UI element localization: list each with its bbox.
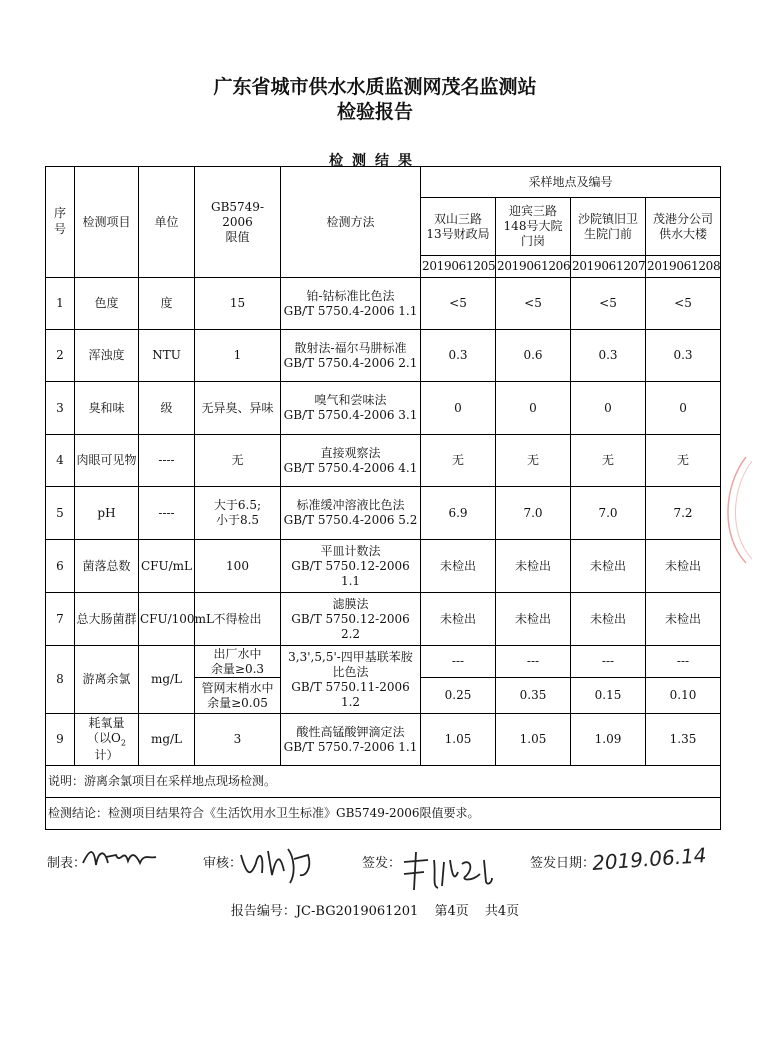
row-number: 4 xyxy=(46,435,75,487)
result-value: <5 xyxy=(496,278,571,330)
footer xyxy=(0,900,750,919)
col-header-method: 检测方法 xyxy=(281,167,421,278)
table-row xyxy=(46,714,721,766)
row-unit: 度 xyxy=(139,278,195,330)
row-item: 色度 xyxy=(75,278,139,330)
row-unit: CFU/100mL xyxy=(139,593,195,646)
report-title: 广东省城市供水水质监测网茂名监测站 xyxy=(213,76,537,98)
col-header-limit: GB5749-2006 限值 xyxy=(195,167,281,278)
row-method: 平皿计数法 GB/T 5750.12-2006 1.1 xyxy=(281,540,421,593)
row-unit: 级 xyxy=(139,382,195,435)
row-method: 散射法-福尔马肼标准 GB/T 5750.4-2006 2.1 xyxy=(281,330,421,382)
seal-stamp xyxy=(706,455,766,565)
sample-code: 2019061205 xyxy=(421,256,496,278)
site-name: 茂港分公司 供水大楼 xyxy=(646,198,721,256)
reviewed-by-signature xyxy=(238,843,318,892)
site-name: 沙院镇旧卫 生院门前 xyxy=(571,198,646,256)
result-value: 7.0 xyxy=(496,487,571,540)
col-header-sampling: 采样地点及编号 xyxy=(421,167,721,198)
result-value: 未检出 xyxy=(421,540,496,593)
row-item: 臭和味 xyxy=(75,382,139,435)
row-limit: 不得检出 xyxy=(195,593,281,646)
row-number: 7 xyxy=(46,593,75,646)
result-value: 0.35 xyxy=(496,678,571,714)
result-value: 0 xyxy=(646,382,721,435)
result-value: 无 xyxy=(421,435,496,487)
row-method: 滤膜法 GB/T 5750.12-2006 2.2 xyxy=(281,593,421,646)
row-number: 3 xyxy=(46,382,75,435)
result-value: 0.3 xyxy=(571,330,646,382)
result-value: 0 xyxy=(421,382,496,435)
conclusion: 检测结论：检测项目结果符合《生活饮用水卫生标准》GB5749-2006限值要求。 xyxy=(46,798,721,830)
result-value: 未检出 xyxy=(646,593,721,646)
site-name: 双山三路 13号财政局 xyxy=(421,198,496,256)
row-number: 8 xyxy=(46,646,75,714)
result-value: 0.10 xyxy=(646,678,721,714)
result-value: 0.3 xyxy=(421,330,496,382)
result-value: 无 xyxy=(496,435,571,487)
row-item xyxy=(75,714,139,766)
result-value: 7.0 xyxy=(571,487,646,540)
result-value: 未检出 xyxy=(496,540,571,593)
row-method: 铂-钴标准比色法 GB/T 5750.4-2006 1.1 xyxy=(281,278,421,330)
row-limit: 100 xyxy=(195,540,281,593)
col-header-seq: 序号 xyxy=(46,167,75,278)
result-value: 0 xyxy=(571,382,646,435)
result-value: 1.05 xyxy=(421,714,496,766)
row-limit: 1 xyxy=(195,330,281,382)
col-header-item: 检测项目 xyxy=(75,167,139,278)
row-number: 6 xyxy=(46,540,75,593)
row-number: 5 xyxy=(46,487,75,540)
result-value: 0.3 xyxy=(646,330,721,382)
table-row xyxy=(46,435,721,487)
row-number: 9 xyxy=(46,714,75,766)
report-number: 报告编号：JC-BG2019061201 xyxy=(230,904,419,919)
table-row xyxy=(46,330,721,382)
table-row xyxy=(46,487,721,540)
issue-date-handwritten: 2019.06.14 xyxy=(591,843,708,875)
row-item: 浑浊度 xyxy=(75,330,139,382)
row-method: 直接观察法 GB/T 5750.4-2006 4.1 xyxy=(281,435,421,487)
result-value: 未检出 xyxy=(646,540,721,593)
site-name: 迎宾三路 148号大院 门岗 xyxy=(496,198,571,256)
issued-by-label: 签发： xyxy=(362,856,402,871)
issued-by-signature xyxy=(400,852,495,896)
reviewed-by-label: 审核： xyxy=(203,856,243,871)
table-row xyxy=(46,278,721,330)
row-limit: 大于6.5; 小于8.5 xyxy=(195,487,281,540)
row-limit: 出厂水中 余量≥0.3 xyxy=(195,646,281,678)
table-row xyxy=(46,646,721,678)
row-item: 肉眼可见物 xyxy=(75,435,139,487)
page-number: 第4页 xyxy=(434,904,469,919)
col-header-unit: 单位 xyxy=(139,167,195,278)
row-method: 酸性高锰酸钾滴定法 GB/T 5750.7-2006 1.1 xyxy=(281,714,421,766)
row-limit: 无异臭、异味 xyxy=(195,382,281,435)
row-method: 3,3',5,5'-四甲基联苯胺 比色法 GB/T 5750.11-2006 1.2 xyxy=(281,646,421,714)
result-value: 1.09 xyxy=(571,714,646,766)
issue-date-label: 签发日期： xyxy=(530,856,596,871)
row-unit: ---- xyxy=(139,435,195,487)
result-value: --- xyxy=(496,646,571,678)
result-value: 1.05 xyxy=(496,714,571,766)
row-item: pH xyxy=(75,487,139,540)
sample-code: 2019061207 xyxy=(571,256,646,278)
result-value: 未检出 xyxy=(571,540,646,593)
prepared-by-signature xyxy=(80,843,160,877)
row-unit: mg/L xyxy=(139,714,195,766)
result-value: --- xyxy=(421,646,496,678)
report-subtitle: 检验报告 xyxy=(336,101,413,123)
table-row xyxy=(46,540,721,593)
prepared-by-label: 制表： xyxy=(47,856,87,871)
results-table xyxy=(45,166,721,830)
section-title: 检测结果 xyxy=(329,153,421,169)
result-value: 无 xyxy=(571,435,646,487)
result-value: <5 xyxy=(646,278,721,330)
result-value: 0.6 xyxy=(496,330,571,382)
row-item: 总大肠菌群 xyxy=(75,593,139,646)
result-value: <5 xyxy=(571,278,646,330)
result-value: 7.2 xyxy=(646,487,721,540)
result-value: 未检出 xyxy=(496,593,571,646)
result-value: 1.35 xyxy=(646,714,721,766)
table-row xyxy=(46,593,721,646)
row-method: 标准缓冲溶液比色法 GB/T 5750.4-2006 5.2 xyxy=(281,487,421,540)
row-item: 菌落总数 xyxy=(75,540,139,593)
row-limit: 管网末梢水中 余量≥0.05 xyxy=(195,678,281,714)
row-unit: ---- xyxy=(139,487,195,540)
result-value: --- xyxy=(646,646,721,678)
table-row xyxy=(46,382,721,435)
row-limit: 3 xyxy=(195,714,281,766)
result-value: 0 xyxy=(496,382,571,435)
row-unit: CFU/mL xyxy=(139,540,195,593)
result-value: 6.9 xyxy=(421,487,496,540)
row-item-line2: （以$O_2$计） xyxy=(87,730,126,763)
row-method: 嗅气和尝味法 GB/T 5750.4-2006 3.1 xyxy=(281,382,421,435)
row-number: 1 xyxy=(46,278,75,330)
sample-code: 2019061206 xyxy=(496,256,571,278)
page-total: 共4页 xyxy=(484,904,520,919)
row-item: 游离余氯 xyxy=(75,646,139,714)
sample-code: 2019061208 xyxy=(646,256,721,278)
result-value: 未检出 xyxy=(571,593,646,646)
row-unit: NTU xyxy=(139,330,195,382)
row-limit: 无 xyxy=(195,435,281,487)
result-value: 未检出 xyxy=(421,593,496,646)
result-value: 无 xyxy=(646,435,721,487)
result-value: --- xyxy=(571,646,646,678)
result-value: 0.15 xyxy=(571,678,646,714)
row-unit: mg/L xyxy=(139,646,195,714)
row-number: 2 xyxy=(46,330,75,382)
result-value: 0.25 xyxy=(421,678,496,714)
row-item-line1: 耗氧量 xyxy=(88,715,125,730)
note: 说明：游离余氯项目在采样地点现场检测。 xyxy=(46,766,721,798)
row-limit: 15 xyxy=(195,278,281,330)
result-value: <5 xyxy=(421,278,496,330)
